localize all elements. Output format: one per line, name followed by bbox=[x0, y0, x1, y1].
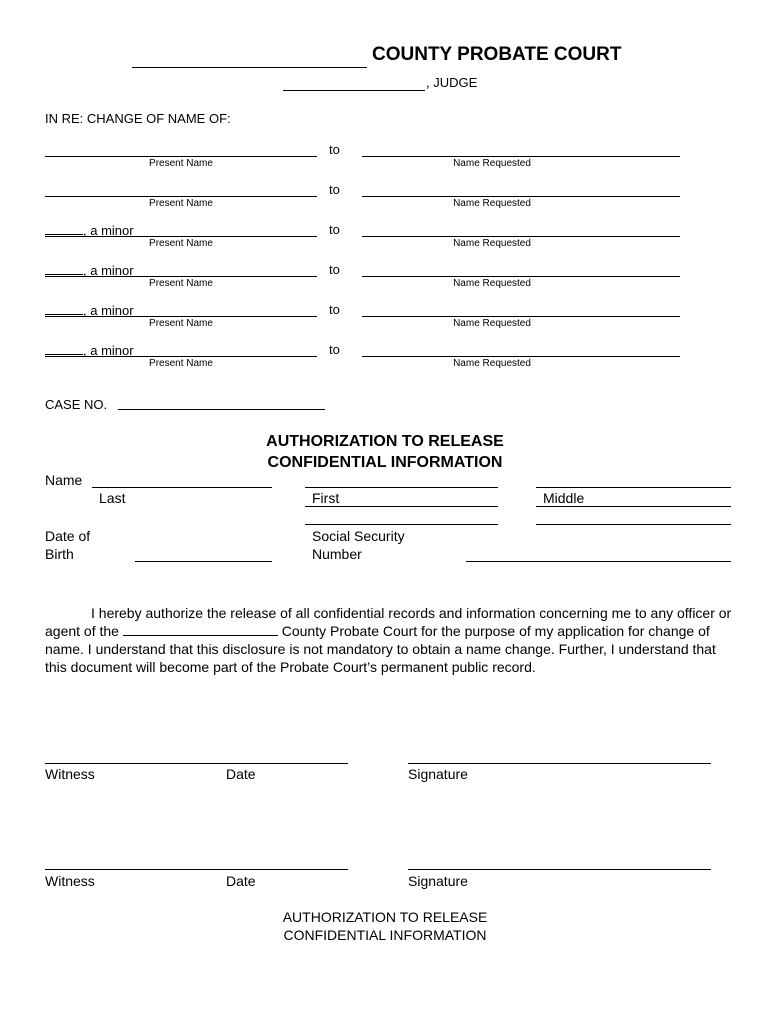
to-connector: to bbox=[329, 182, 340, 197]
date-of-birth-label bbox=[45, 527, 90, 563]
name-row bbox=[0, 334, 770, 374]
ssn-label bbox=[312, 527, 405, 563]
authorization-title bbox=[0, 431, 770, 473]
judge-label: , JUDGE bbox=[426, 75, 478, 90]
footer-title bbox=[0, 908, 770, 944]
present-name-line[interactable] bbox=[45, 356, 317, 357]
middle-caption-underline bbox=[536, 506, 731, 507]
name-requested-caption: Name Requested bbox=[453, 238, 531, 249]
present-name-caption: Present Name bbox=[149, 358, 213, 369]
present-name-line[interactable] bbox=[45, 196, 317, 197]
first-caption-underline bbox=[305, 506, 498, 507]
present-name-caption: Present Name bbox=[149, 238, 213, 249]
present-name-line[interactable] bbox=[45, 236, 317, 237]
ssn-label-line1: Social Security bbox=[312, 528, 405, 544]
name-row bbox=[0, 174, 770, 214]
extra-field-line[interactable] bbox=[536, 524, 731, 525]
date-label: Date bbox=[226, 873, 256, 889]
minor-text: , a minor bbox=[83, 343, 134, 358]
present-name-caption: Present Name bbox=[149, 318, 213, 329]
case-number-label: CASE NO. bbox=[45, 397, 108, 412]
county-name-blank[interactable] bbox=[132, 51, 367, 68]
middle-name-field[interactable] bbox=[536, 487, 731, 488]
footer-line2: CONFIDENTIAL INFORMATION bbox=[283, 927, 487, 943]
first-name-field[interactable] bbox=[305, 487, 498, 488]
to-connector: to bbox=[329, 142, 340, 157]
last-name-field[interactable] bbox=[92, 487, 272, 488]
name-requested-line[interactable] bbox=[362, 356, 680, 357]
extra-field-line[interactable] bbox=[305, 524, 498, 525]
dob-label-line2: Birth bbox=[45, 546, 74, 562]
name-requested-caption: Name Requested bbox=[453, 158, 531, 169]
minor-text: , a minor bbox=[83, 263, 134, 278]
minor-initial-blank[interactable] bbox=[45, 344, 83, 355]
middle-caption: Middle bbox=[543, 490, 585, 506]
name-row bbox=[0, 134, 770, 174]
witness-label: Witness bbox=[45, 766, 95, 782]
to-connector: to bbox=[329, 342, 340, 357]
present-name-caption: Present Name bbox=[149, 198, 213, 209]
ssn-label-line2: Number bbox=[312, 546, 362, 562]
case-number-field[interactable] bbox=[118, 409, 325, 410]
present-name-caption: Present Name bbox=[149, 278, 213, 289]
present-name-line[interactable] bbox=[45, 276, 317, 277]
minor-initial-blank[interactable] bbox=[45, 224, 83, 235]
minor-initial-blank[interactable] bbox=[45, 304, 83, 315]
name-requested-line[interactable] bbox=[362, 236, 680, 237]
authorization-paragraph bbox=[45, 604, 735, 676]
county-blank[interactable] bbox=[123, 623, 278, 636]
last-caption: Last bbox=[99, 490, 126, 506]
name-requested-caption: Name Requested bbox=[453, 318, 531, 329]
name-requested-caption: Name Requested bbox=[453, 198, 531, 209]
signature-line[interactable] bbox=[408, 869, 711, 870]
signature-label: Signature bbox=[408, 873, 468, 889]
date-of-birth-field[interactable] bbox=[135, 561, 272, 562]
name-label: Name bbox=[45, 472, 83, 488]
dob-label-line1: Date of bbox=[45, 528, 91, 544]
name-requested-caption: Name Requested bbox=[453, 278, 531, 289]
signature-label: Signature bbox=[408, 766, 468, 782]
name-requested-line[interactable] bbox=[362, 156, 680, 157]
ssn-field[interactable] bbox=[466, 561, 731, 562]
signature-line[interactable] bbox=[408, 763, 711, 764]
minor-text: , a minor bbox=[83, 303, 134, 318]
name-requested-caption: Name Requested bbox=[453, 358, 531, 369]
paragraph-part1: I hereby authorize the release of all confidential records and information concerning me to any officer or agent of the bbox=[45, 605, 732, 639]
witness-label: Witness bbox=[45, 873, 95, 889]
to-connector: to bbox=[329, 222, 340, 237]
paragraph-part2: County Probate Court for the purpose of my application for change of name. I understand that this disclosure is not mandatory to obtain a name change. Further, I understand that this document will become part of the Probate Court’s permanent public record. bbox=[45, 623, 716, 675]
authorization-title-line2: CONFIDENTIAL INFORMATION bbox=[267, 454, 503, 471]
first-caption: First bbox=[312, 490, 340, 506]
footer-line1: AUTHORIZATION TO RELEASE bbox=[282, 909, 488, 925]
name-row bbox=[0, 214, 770, 254]
name-requested-line[interactable] bbox=[362, 276, 680, 277]
to-connector: to bbox=[329, 302, 340, 317]
minor-initial-blank[interactable] bbox=[45, 264, 83, 275]
witness-date-line[interactable] bbox=[45, 869, 348, 870]
witness-date-line[interactable] bbox=[45, 763, 348, 764]
date-label: Date bbox=[226, 766, 256, 782]
to-connector: to bbox=[329, 262, 340, 277]
name-requested-line[interactable] bbox=[362, 316, 680, 317]
present-name-line[interactable] bbox=[45, 156, 317, 157]
name-row bbox=[0, 294, 770, 334]
in-re-heading: IN RE: CHANGE OF NAME OF: bbox=[45, 111, 231, 126]
authorization-title-line1: AUTHORIZATION TO RELEASE bbox=[266, 433, 504, 450]
present-name-line[interactable] bbox=[45, 316, 317, 317]
present-name-caption: Present Name bbox=[149, 158, 213, 169]
court-title: COUNTY PROBATE COURT bbox=[372, 44, 622, 65]
name-row bbox=[0, 254, 770, 294]
judge-name-blank[interactable] bbox=[283, 78, 425, 91]
name-requested-line[interactable] bbox=[362, 196, 680, 197]
minor-text: , a minor bbox=[83, 223, 134, 238]
